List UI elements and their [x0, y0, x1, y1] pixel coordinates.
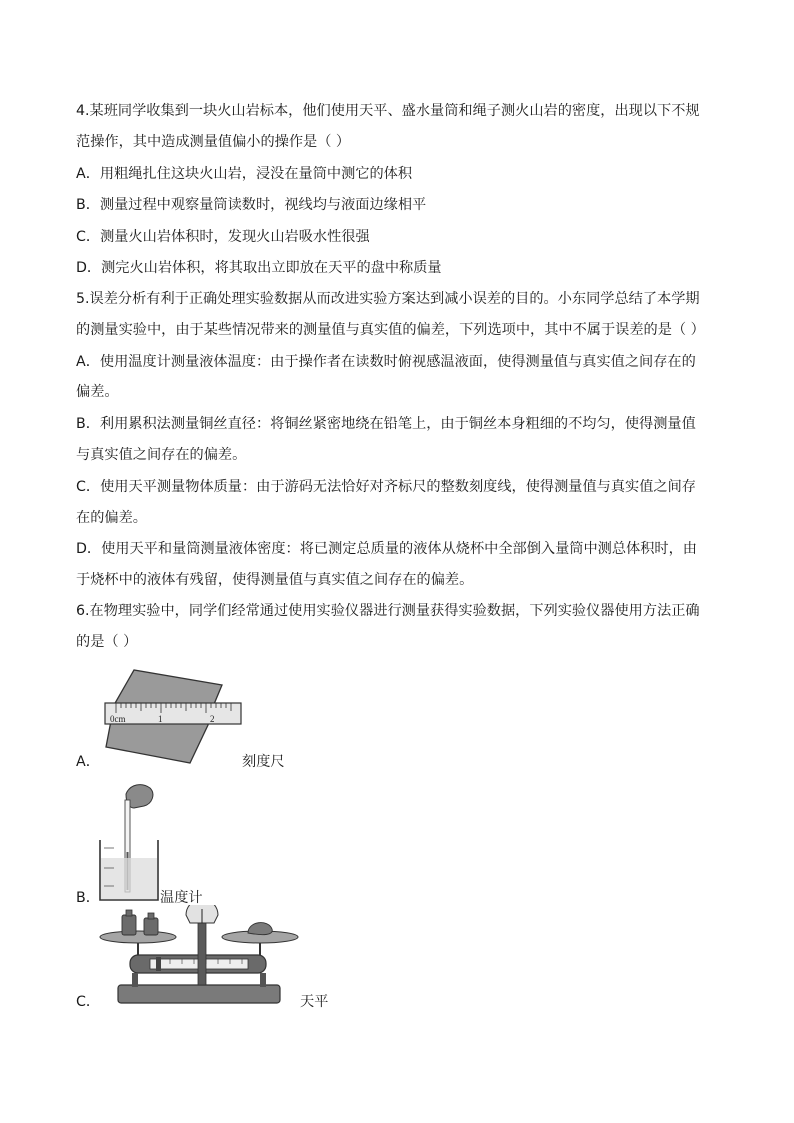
rider — [156, 957, 161, 971]
thermometer-figure — [96, 782, 162, 904]
q6-option-a-letter: A． — [76, 754, 100, 770]
q5-option-a-line2: 偏差。 — [76, 384, 119, 400]
q6-option-c-letter: C． — [76, 994, 101, 1010]
q6-option-b-caption: 温度计 — [160, 890, 203, 906]
q5-option-d-line1: D．使用天平和量筒测量液体密度：将已测定总质量的液体从烧杯中全部倒入量筒中测总体积时，由 — [76, 541, 697, 557]
balance-pillar — [198, 919, 206, 985]
q5-option-d-line2: 于烧杯中的液体有残留，使得测量值与真实值之间存在的偏差。 — [76, 572, 474, 588]
q6-stem-line2: 的是（ ） — [76, 634, 138, 650]
q6-option-c-caption: 天平 — [300, 994, 329, 1010]
q6-option-a-caption: 刻度尺 — [242, 754, 285, 770]
q6-option-b-letter: B． — [76, 890, 100, 906]
q5-option-b-line2: 与真实值之间存在的偏差。 — [76, 447, 247, 463]
ruler-figure — [104, 665, 244, 765]
q5-stem-line1: 5.误差分析有利于正确处理实验数据从而改进实验方案达到减小误差的目的。小东同学总结了本学期 — [76, 291, 700, 307]
weight-icon-2 — [144, 918, 158, 935]
sample-object — [248, 923, 272, 935]
q4-stem-line1: 4.某班同学收集到一块火山岩标本，他们使用天平、盛水量筒和绳子测火山岩的密度，出现以下不规 — [76, 103, 700, 119]
q6-stem-line1: 6.在物理实验中，同学们经常通过使用实验仪器进行测量获得实验数据，下列实验仪器使用方法正确 — [76, 603, 700, 619]
beaker-liquid — [101, 858, 157, 899]
q4-option-d: D．测完火山岩体积，将其取出立即放在天平的盘中称质量 — [76, 260, 442, 276]
q5-stem-line2: 的测量实验中，由于某些情况带来的测量值与真实值的偏差，下列选项中，其中不属于误差的是（ ） — [76, 322, 705, 338]
q5-option-b-line1: B．利用累积法测量铜丝直径：将铜丝紧密地绕在铅笔上，由于铜丝本身粗细的不均匀，使得测量值 — [76, 416, 696, 432]
balance-figure — [98, 905, 300, 1005]
q4-option-a: A．用粗绳扎住这块火山岩，浸没在量筒中测它的体积 — [76, 166, 413, 182]
q4-option-b: B．测量过程中观察量筒读数时，视线均与液面边缘相平 — [76, 197, 427, 213]
ruler-label-1: 1 — [158, 714, 163, 724]
balance-base — [118, 985, 280, 1003]
q4-stem-line2: 范操作，其中造成测量值偏小的操作是（ ） — [76, 134, 351, 150]
q5-option-c-line2: 在的偏差。 — [76, 510, 147, 526]
left-pan — [100, 931, 176, 943]
q5-option-a-line1: A．使用温度计测量液体温度：由于操作者在读数时俯视感温液面，使得测量值与真实值之间存在的 — [76, 354, 696, 370]
weight-icon — [122, 915, 136, 935]
ruler-label-0cm: 0cm — [110, 714, 126, 724]
q4-option-c: C．测量火山岩体积时，发现火山岩吸水性很强 — [76, 229, 370, 245]
ruler-label-2: 2 — [210, 714, 215, 724]
q5-option-c-line1: C．使用天平测量物体质量：由于游码无法恰好对齐标尺的整数刻度线，使得测量值与真实值之间存 — [76, 479, 696, 495]
